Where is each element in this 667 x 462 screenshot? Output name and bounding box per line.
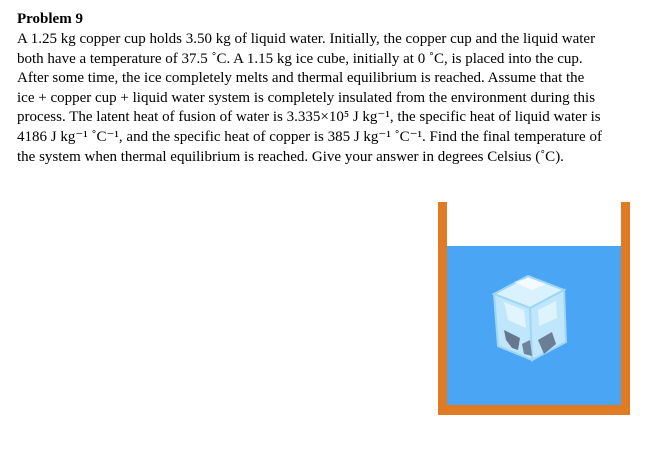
problem-title: Problem 9 [17, 11, 83, 27]
problem-line: the system when thermal equilibrium is reached. Give your answer in degrees Celsius (˚C). [17, 148, 564, 165]
problem-body [17, 30, 657, 167]
problem-statement [17, 10, 657, 167]
problem-line: process. The latent heat of fusion of water is 3.335×10⁵ J kg⁻¹, the specific heat of liquid water is [17, 109, 601, 126]
problem-line: both have a temperature of 37.5 ˚C. A 1.15 kg ice cube, initially at 0 ˚C, is placed into the cup. [17, 50, 583, 67]
copper-cup-left-wall [438, 202, 447, 415]
copper-cup-right-wall [621, 202, 630, 415]
ice-cube-icon [494, 276, 566, 360]
problem-line: ice + copper cup + liquid water system is completely insulated from the environment during this [17, 89, 596, 106]
problem-line: After some time, the ice completely melts and thermal equilibrium is reached. Assume that the [17, 70, 585, 87]
cup-illustration [434, 198, 634, 416]
cup-svg [434, 198, 634, 416]
copper-cup-bottom [438, 405, 630, 415]
problem-line: 4186 J kg⁻¹ ˚C⁻¹, and the specific heat of copper is 385 J kg⁻¹ ˚C⁻¹. Find the final temperature of [17, 128, 602, 145]
problem-line: A 1.25 kg copper cup holds 3.50 kg of liquid water. Initially, the copper cup and the liquid water [17, 31, 596, 47]
